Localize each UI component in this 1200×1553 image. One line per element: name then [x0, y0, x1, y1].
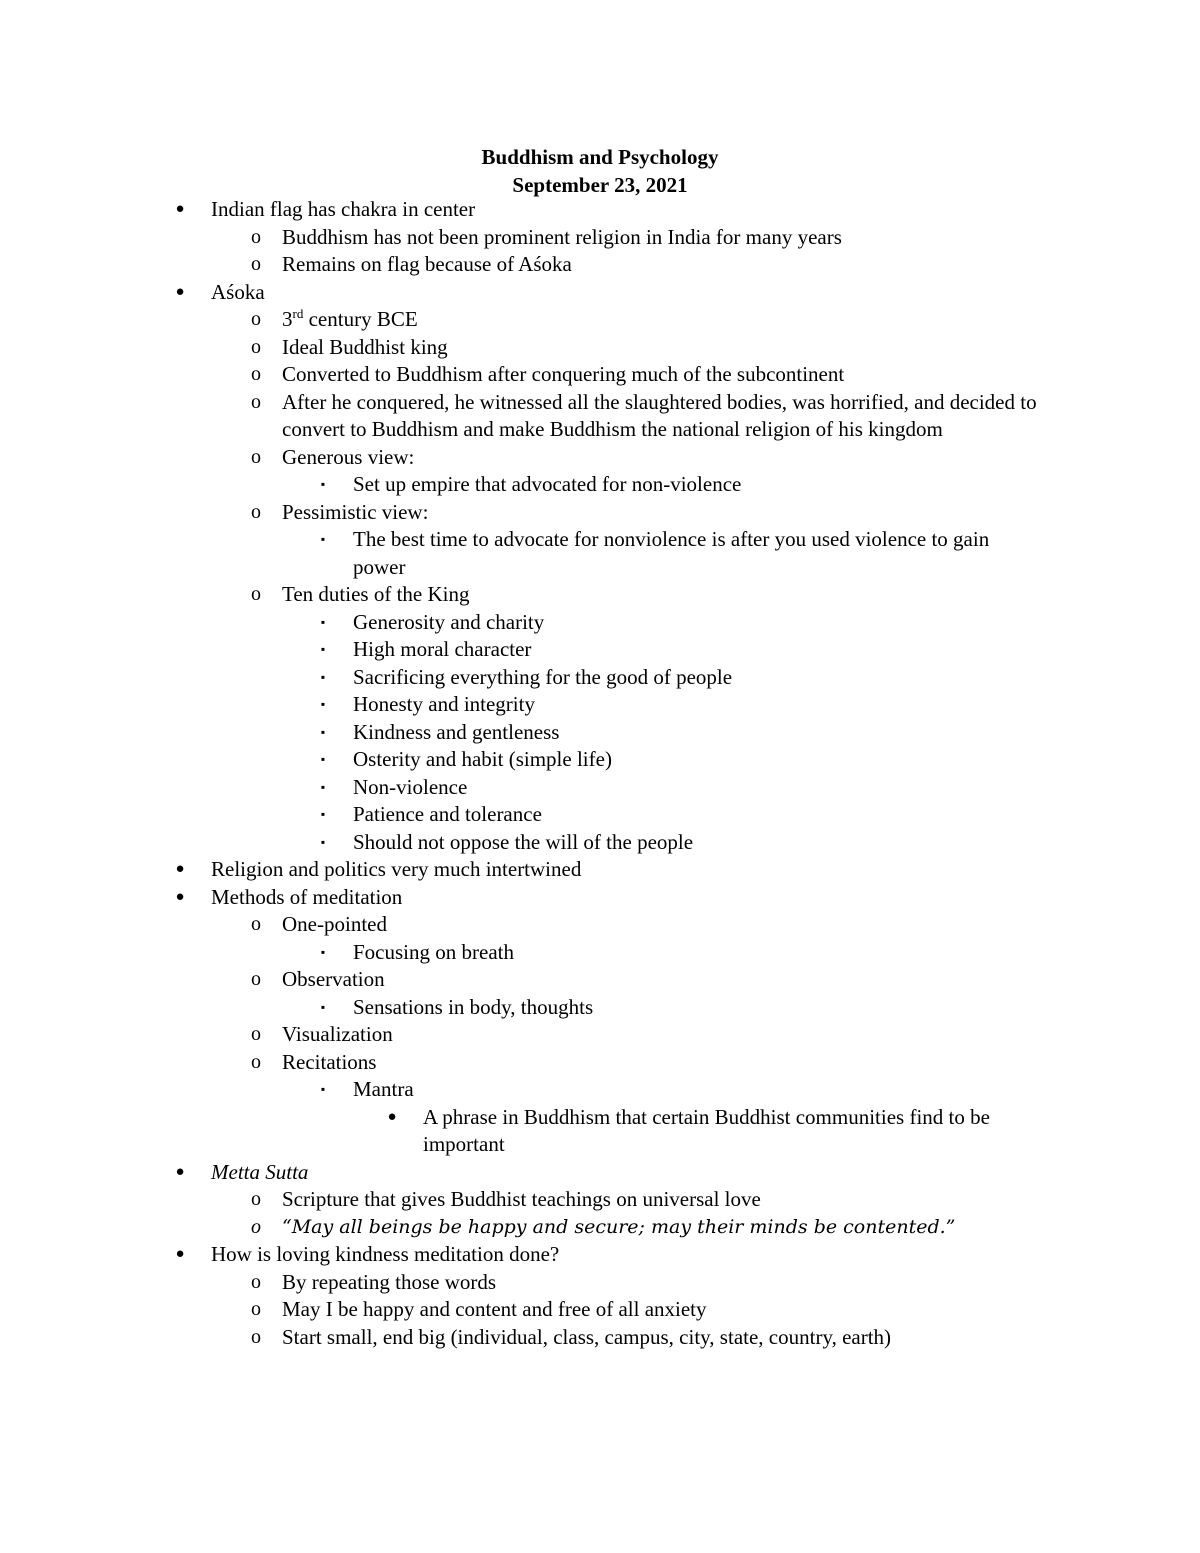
bullet-circle-icon: o: [251, 363, 261, 385]
list-item: o Pessimistic view:: [0, 499, 1200, 527]
bullet-disc-icon: ●: [175, 1246, 185, 1262]
list-item: [0, 1214, 1200, 1242]
list-item: ▪ The best time to advocate for nonviolence is after you used violence to gain power: [0, 526, 1200, 581]
bullet-circle-icon: o: [251, 913, 261, 935]
list-item: ▪ Osterity and habit (simple life): [0, 746, 1200, 774]
notes-outline: [0, 196, 1200, 1351]
century-text: 3rd century BCE: [282, 306, 418, 331]
bullet-circle-icon: o: [251, 1188, 261, 1210]
bullet-disc-icon: ●: [175, 861, 185, 877]
list-item: o Converted to Buddhism after conquering much of the subcontinent: [0, 361, 1200, 389]
bullet-disc-icon: ●: [175, 201, 185, 217]
list-item: ▪ Mantra: [0, 1076, 1200, 1104]
bullet-circle-icon: o: [251, 1270, 261, 1293]
list-item: ▪ Should not oppose the will of the people: [0, 829, 1200, 857]
list-item: o Remains on flag because of Aśoka: [0, 251, 1200, 279]
bullet-disc-icon: ●: [175, 888, 185, 905]
bullet-square-icon: ▪: [320, 944, 326, 959]
bullet-square-icon: ▪: [320, 834, 326, 849]
list-item: ▪ Generosity and charity: [0, 609, 1200, 637]
bullet-disc-icon: ●: [387, 1108, 397, 1125]
page-title: Buddhism and Psychology: [481, 145, 719, 169]
list-item: [0, 306, 1200, 334]
bullet-square-icon: ▪: [320, 697, 326, 711]
list-item: [0, 1159, 1200, 1187]
bullet-circle-icon: o: [251, 1050, 261, 1073]
list-item: ● Methods of meditation: [0, 884, 1200, 912]
list-item: ● Aśoka: [0, 279, 1200, 307]
list-item: o Visualization: [0, 1021, 1200, 1049]
bullet-square-icon: ▪: [320, 752, 326, 766]
list-item: o Generous view:: [0, 444, 1200, 472]
bullet-disc-icon: ●: [175, 1163, 185, 1180]
bullet-circle-icon: o: [251, 968, 261, 990]
bullet-circle-icon: o: [251, 308, 261, 330]
bullet-circle-icon: o: [251, 1298, 261, 1320]
list-item: ● A phrase in Buddhism that certain Buddhist communities find to be important: [0, 1104, 1200, 1159]
bullet-square-icon: ▪: [320, 779, 326, 794]
bullet-square-icon: ▪: [320, 614, 326, 629]
list-item: o Recitations: [0, 1049, 1200, 1077]
bullet-disc-icon: ●: [175, 283, 185, 300]
list-item: o Scripture that gives Buddhist teachings on universal love: [0, 1186, 1200, 1214]
metta-quote: “May all beings be happy and secure; may their minds be contented.”: [282, 1215, 956, 1238]
bullet-circle-icon: o: [251, 1215, 261, 1238]
bullet-circle-icon: o: [251, 1023, 261, 1045]
bullet-circle-icon: o: [251, 583, 261, 605]
list-item: o May I be happy and content and free of all anxiety: [0, 1296, 1200, 1324]
list-item: ▪ Sensations in body, thoughts: [0, 994, 1200, 1022]
bullet-square-icon: ▪: [320, 724, 326, 739]
bullet-square-icon: ▪: [320, 532, 326, 546]
bullet-circle-icon: o: [251, 500, 261, 523]
bullet-circle-icon: o: [251, 335, 261, 358]
list-item: o One-pointed: [0, 911, 1200, 939]
list-item: ▪ Focusing on breath: [0, 939, 1200, 967]
list-item: o After he conquered, he witnessed all the slaughtered bodies, was horrified, and decided to convert to Buddhism and make Buddhism the national religion of his kingdom: [0, 389, 1200, 444]
list-item: o Ideal Buddhist king: [0, 334, 1200, 362]
bullet-circle-icon: o: [251, 390, 261, 413]
list-item: ▪ Sacrificing everything for the good of people: [0, 664, 1200, 692]
bullet-circle-icon: o: [251, 225, 261, 248]
list-item: o Start small, end big (individual, class, campus, city, state, country, earth): [0, 1324, 1200, 1352]
list-item: ▪ Kindness and gentleness: [0, 719, 1200, 747]
bullet-square-icon: ▪: [320, 807, 326, 821]
bullet-circle-icon: o: [251, 1325, 261, 1348]
bullet-square-icon: ▪: [320, 642, 326, 656]
list-item: ● Indian flag has chakra in center: [0, 196, 1200, 224]
list-item: ▪ Non-violence: [0, 774, 1200, 802]
list-item: ▪ Honesty and integrity: [0, 691, 1200, 719]
list-item: ▪ Set up empire that advocated for non-violence: [0, 471, 1200, 499]
list-item: o By repeating those words: [0, 1269, 1200, 1297]
bullet-circle-icon: o: [251, 253, 261, 275]
bullet-square-icon: ▪: [320, 477, 326, 491]
list-item: ▪ High moral character: [0, 636, 1200, 664]
list-item: o Observation: [0, 966, 1200, 994]
bullet-square-icon: ▪: [320, 669, 326, 684]
list-item: o Ten duties of the King: [0, 581, 1200, 609]
page-date: September 23, 2021: [512, 173, 688, 197]
bullet-square-icon: ▪: [320, 1082, 326, 1096]
list-item: ▪ Patience and tolerance: [0, 801, 1200, 829]
list-item: ● How is loving kindness meditation done?: [0, 1241, 1200, 1269]
list-item: ● Religion and politics very much intertwined: [0, 856, 1200, 884]
list-item: o Buddhism has not been prominent religion in India for many years: [0, 224, 1200, 252]
title-block: [0, 143, 1200, 199]
bullet-circle-icon: o: [251, 445, 261, 468]
scripture-title: Metta Sutta: [211, 1159, 309, 1184]
bullet-square-icon: ▪: [320, 999, 326, 1014]
